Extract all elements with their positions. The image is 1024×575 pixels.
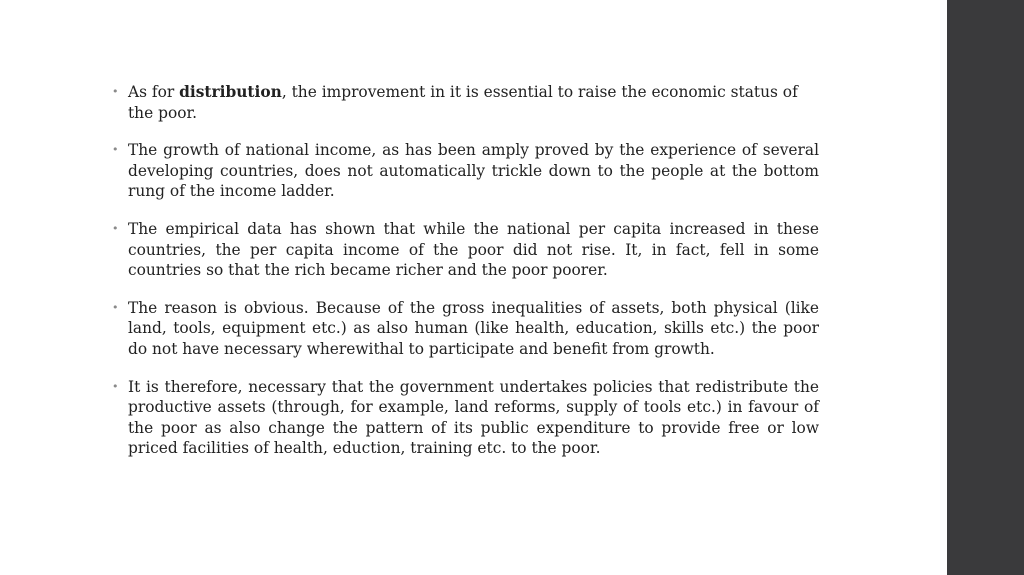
bullet-item-empirical-data (112, 219, 819, 281)
bullet-text: The reason is obvious. Because of the gross inequalities of assets, both physical (like land, tools, equipment etc.) as also human (like health, education, skills etc.) the poor do not have necessary wherewithal to participate and benefit from growth. (128, 298, 819, 358)
bullet-item-policies (112, 377, 819, 459)
bullet-text-bold-term: distribution (179, 83, 282, 101)
accent-side-bar (947, 0, 1024, 575)
slide-content (112, 82, 819, 476)
bullet-item-distribution (112, 82, 819, 123)
bullet-list (112, 82, 819, 459)
bullet-text: The growth of national income, as has been amply proved by the experience of several developing countries, does not automatically trickle down to the people at the bottom rung of the income ladder. (128, 141, 819, 201)
bullet-text: The empirical data has shown that while the national per capita increased in these countries, the per capita income of the poor did not rise. It, in fact, fell in some countries so that the rich became richer and the poor poorer. (128, 219, 819, 280)
bullet-dot-icon: • (112, 379, 119, 393)
bullet-dot-icon: • (112, 143, 119, 157)
bullet-dot-icon: • (112, 221, 119, 235)
bullet-dot-icon: • (112, 300, 119, 314)
bullet-text-suffix: , the improvement in it is essential to raise the economic status of the poor. (128, 83, 798, 122)
bullet-item-national-income (112, 140, 819, 202)
bullet-text-prefix: As for (128, 83, 180, 101)
bullet-text: It is therefore, necessary that the government undertakes policies that redistribute the productive assets (through, for example, land reforms, supply of tools etc.) in favour of the poor as also change the pattern of its public expenditure to provide free or low priced facilities of health, eduction, training etc. to the poor. (128, 377, 819, 458)
bullet-item-reason (112, 298, 819, 360)
bullet-dot-icon: • (112, 85, 119, 98)
